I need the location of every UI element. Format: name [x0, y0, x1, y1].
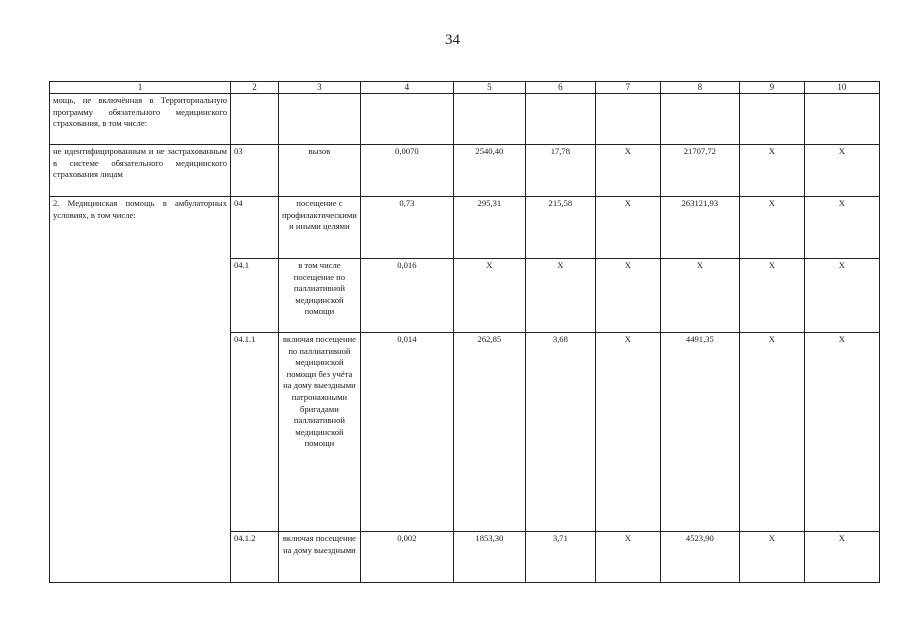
row-per-capita-value	[525, 94, 595, 145]
financial-table	[49, 81, 880, 583]
row-per-capita-value: 3,71	[525, 532, 595, 583]
row-cost-value: 2540,40	[453, 145, 525, 197]
row-col10-value: Х	[804, 197, 879, 259]
row-code: 04.1.1	[231, 333, 279, 532]
row-total-value: 4491,35	[660, 333, 739, 532]
row-per-capita-value: 215,58	[525, 197, 595, 259]
row-code	[231, 94, 279, 145]
row-code: 04	[231, 197, 279, 259]
column-number-2: 2	[231, 82, 279, 94]
table-row	[50, 94, 880, 145]
row-norm-value: 0,016	[360, 259, 453, 333]
row-description: не идентифицированным и не застрахованным в системе обязательного медицинского страхования лицам	[50, 145, 231, 197]
column-number-6: 6	[525, 82, 595, 94]
row-cost-value: 295,31	[453, 197, 525, 259]
row-total-value: Х	[660, 259, 739, 333]
row-description: 2. Медицинская помощь в амбулаторных условиях, в том числе:	[50, 197, 231, 583]
row-total-value: 263121,93	[660, 197, 739, 259]
row-per-capita-value: 3,68	[525, 333, 595, 532]
row-total-value: 4523,90	[660, 532, 739, 583]
row-col7-value: Х	[595, 145, 660, 197]
column-number-9: 9	[739, 82, 804, 94]
row-unit: посещение с профилактическими и иными целями	[279, 197, 361, 259]
row-unit: в том числе посещение по паллиативной медицинской помощи	[279, 259, 361, 333]
column-number-7: 7	[595, 82, 660, 94]
row-norm-value: 0,002	[360, 532, 453, 583]
row-code: 04.1	[231, 259, 279, 333]
row-col9-value: Х	[739, 145, 804, 197]
page-number: 34	[445, 32, 460, 48]
row-col9-value: Х	[739, 197, 804, 259]
row-col10-value	[804, 94, 879, 145]
column-number-3: 3	[279, 82, 361, 94]
column-number-4: 4	[360, 82, 453, 94]
row-unit	[279, 94, 361, 145]
row-description: мощь, не включённая в Территориальную программу обязательного медицинского страхования, в том числе:	[50, 94, 231, 145]
row-cost-value: 1853,30	[453, 532, 525, 583]
row-norm-value: 0,73	[360, 197, 453, 259]
column-number-1: 1	[50, 82, 231, 94]
row-col10-value: Х	[804, 333, 879, 532]
row-col9-value: Х	[739, 259, 804, 333]
row-col7-value: Х	[595, 333, 660, 532]
row-norm-value: 0,0070	[360, 145, 453, 197]
row-cost-value	[453, 94, 525, 145]
row-col7-value: Х	[595, 259, 660, 333]
row-unit: включая посещение на дому выездными	[279, 532, 361, 583]
row-norm-value	[360, 94, 453, 145]
row-code: 04.1.2	[231, 532, 279, 583]
row-cost-value: Х	[453, 259, 525, 333]
row-col7-value	[595, 94, 660, 145]
table-row	[50, 145, 880, 197]
row-per-capita-value: 17,78	[525, 145, 595, 197]
row-col10-value: Х	[804, 259, 879, 333]
row-total-value: 21707,72	[660, 145, 739, 197]
table-header-row	[50, 82, 880, 94]
column-number-10: 10	[804, 82, 879, 94]
row-per-capita-value: Х	[525, 259, 595, 333]
row-col9-value: Х	[739, 333, 804, 532]
column-number-5: 5	[453, 82, 525, 94]
row-col7-value: Х	[595, 197, 660, 259]
row-total-value	[660, 94, 739, 145]
row-norm-value: 0,014	[360, 333, 453, 532]
row-col9-value	[739, 94, 804, 145]
row-code: 03	[231, 145, 279, 197]
column-number-8: 8	[660, 82, 739, 94]
table-row	[50, 197, 880, 259]
row-cost-value: 262,85	[453, 333, 525, 532]
row-col10-value: Х	[804, 145, 879, 197]
row-unit: вызов	[279, 145, 361, 197]
row-col9-value: Х	[739, 532, 804, 583]
row-unit: включая посещение по паллиативной медицинской помощи без учёта на дому выездными патронажными бригадами паллиативной медицинской помощи	[279, 333, 361, 532]
row-col10-value: Х	[804, 532, 879, 583]
row-col7-value: Х	[595, 532, 660, 583]
